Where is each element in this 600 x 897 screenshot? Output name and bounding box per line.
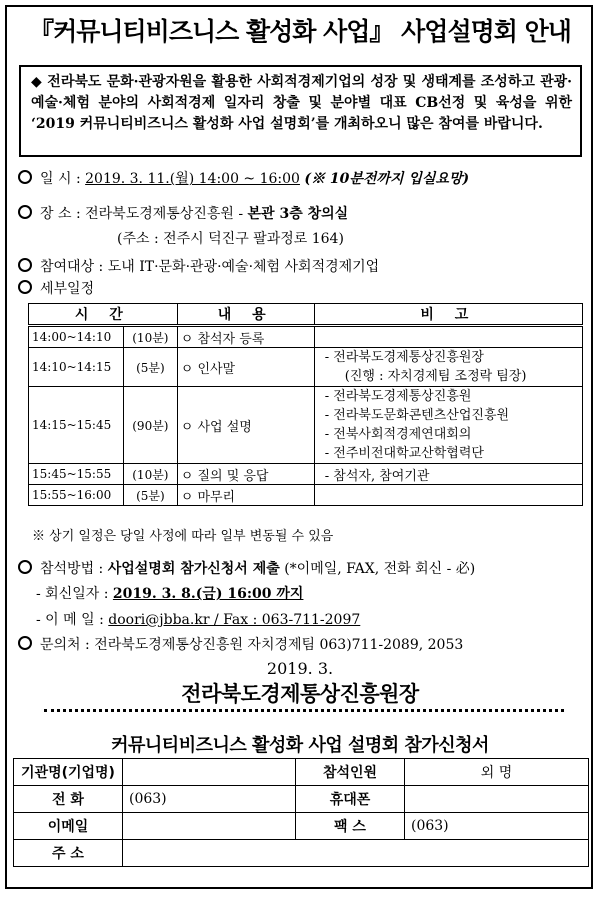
application-form	[13, 758, 589, 867]
footer-date: 2019. 3.	[266, 659, 334, 678]
form-title: 커뮤니티비즈니스 활성화 사업 설명회 참가신청서	[111, 735, 489, 756]
circle-bullet-icon	[18, 560, 32, 574]
contact-value: doori@jbba.kr / Fax : 063-711-2097	[108, 612, 361, 628]
email-field[interactable]	[123, 813, 296, 840]
footer-org: 전라북도경제통상진흥원장	[181, 681, 419, 706]
circle-bullet-icon	[18, 205, 32, 219]
place-value: 전라북도경제통상진흥원 -	[85, 206, 244, 222]
contact-row: - 이 메 일 : doori@jbba.kr / Fax : 063-711-2097	[36, 612, 361, 628]
header-content: 내 용	[177, 304, 314, 326]
inquiry-value: 전라북도경제통상진흥원 자치경제팀 063)711-2089, 2053	[94, 637, 464, 653]
circle-bullet-icon	[18, 636, 32, 650]
attendees-label: 참석인원	[296, 759, 405, 786]
mobile-label: 휴대폰	[296, 786, 405, 813]
phone-label: 전 화	[14, 786, 123, 813]
mobile-field[interactable]	[405, 786, 589, 813]
header-time: 시 간	[29, 304, 178, 326]
form-row	[14, 840, 589, 867]
org-field[interactable]	[123, 759, 296, 786]
schedule-footnote: ※ 상기 일정은 당일 사정에 따라 일부 변동될 수 있음	[32, 529, 334, 544]
page-title: 『커뮤니티비즈니스 활성화 사업』 사업설명회 안내	[29, 17, 571, 46]
deadline-value: 2019. 3. 8.(금) 16:00 까지	[112, 586, 304, 602]
inquiry-row: 문의처 : 전라북도경제통상진흥원 자치경제팀 063)711-2089, 2053	[18, 634, 463, 654]
cut-line	[44, 709, 564, 712]
date-value: 2019. 3. 11.(월) 14:00 ~ 16:00	[85, 171, 300, 187]
fax-field[interactable]: (063)	[405, 813, 589, 840]
phone-field[interactable]: (063)	[123, 786, 296, 813]
header-note: 비 고	[314, 304, 582, 326]
place-row: 장 소 : 전라북도경제통상진흥원 - 본관 3층 창의실	[18, 203, 348, 223]
table-row: 14:15~15:45 (90분) ㅇ 사업 설명 - 전라북도경제통상진흥원 - 전라북도문화콘텐츠산업진흥원 - 전북사회적경제연대회의 - 전주비전대학교산학협력단	[29, 387, 583, 464]
target-row: 참여대상 : 도내 IT·문화·관광·예술·체험 사회적경제기업	[18, 256, 379, 276]
email-label: 이메일	[14, 813, 123, 840]
form-row	[14, 759, 589, 786]
address-field[interactable]	[123, 840, 589, 867]
date-row: 일 시 : 2019. 3. 11.(월) 14:00 ~ 16:00 (※ 10분전까지 입실요망)	[18, 168, 469, 188]
table-row: 15:55~16:00 (5분) ㅇ 마무리	[29, 485, 583, 506]
schedule-header-row	[29, 304, 583, 326]
address-label: 주 소	[14, 840, 123, 867]
deadline-row: - 회신일자 : 2019. 3. 8.(금) 16:00 까지	[36, 586, 304, 602]
date-note: (※ 10분전까지 입실요망)	[304, 171, 470, 187]
apply-method: 사업설명회 참가신청서 제출	[107, 561, 280, 577]
attendees-field[interactable]: 외 명	[405, 759, 589, 786]
org-label: 기관명(기업명)	[14, 759, 123, 786]
address-text: (주소 : 전주시 덕진구 팔과정로 164)	[117, 231, 344, 247]
form-row	[14, 786, 589, 813]
table-row: 14:10~14:15 (5분) ㅇ 인사말 - 전라북도경제통상진흥원장 (진행 : 자치경제팀 조정락 팀장)	[29, 348, 583, 387]
form-row	[14, 813, 589, 840]
intro-box: ◆ 전라북도 문화·관광자원을 활용한 사회적경제기업의 성장 및 생태계를 조성하고 관광·예술·체험 분야의 사회적경제 일자리 창출 및 분야별 대표 CB선정 및 육성을 위한 ‘2019 커뮤니티비즈니스 활성화 사업 설명회’를 개최하오니 많은 참여를 바랍니다.	[19, 65, 582, 157]
circle-bullet-icon	[18, 258, 32, 272]
apply-row: 참석방법 : 사업설명회 참가신청서 제출 (*이메일, FAX, 전화 회신 - 必)	[18, 558, 475, 578]
fax-label: 팩 스	[296, 813, 405, 840]
circle-bullet-icon	[18, 170, 32, 184]
target-value: 도내 IT·문화·관광·예술·체험 사회적경제기업	[107, 259, 380, 275]
apply-method-note: (*이메일, FAX, 전화 회신 - 必)	[284, 561, 476, 577]
table-row: 14:00~14:10 (10분) ㅇ 참석자 등록	[29, 326, 583, 348]
schedule-table	[28, 303, 583, 506]
circle-bullet-icon	[18, 280, 32, 294]
schedule-label-row: 세부일정	[18, 278, 94, 298]
table-row: 15:45~15:55 (10분) ㅇ 질의 및 응답 - 참석자, 참여기관	[29, 464, 583, 485]
place-room: 본관 3층 창의실	[247, 206, 349, 222]
